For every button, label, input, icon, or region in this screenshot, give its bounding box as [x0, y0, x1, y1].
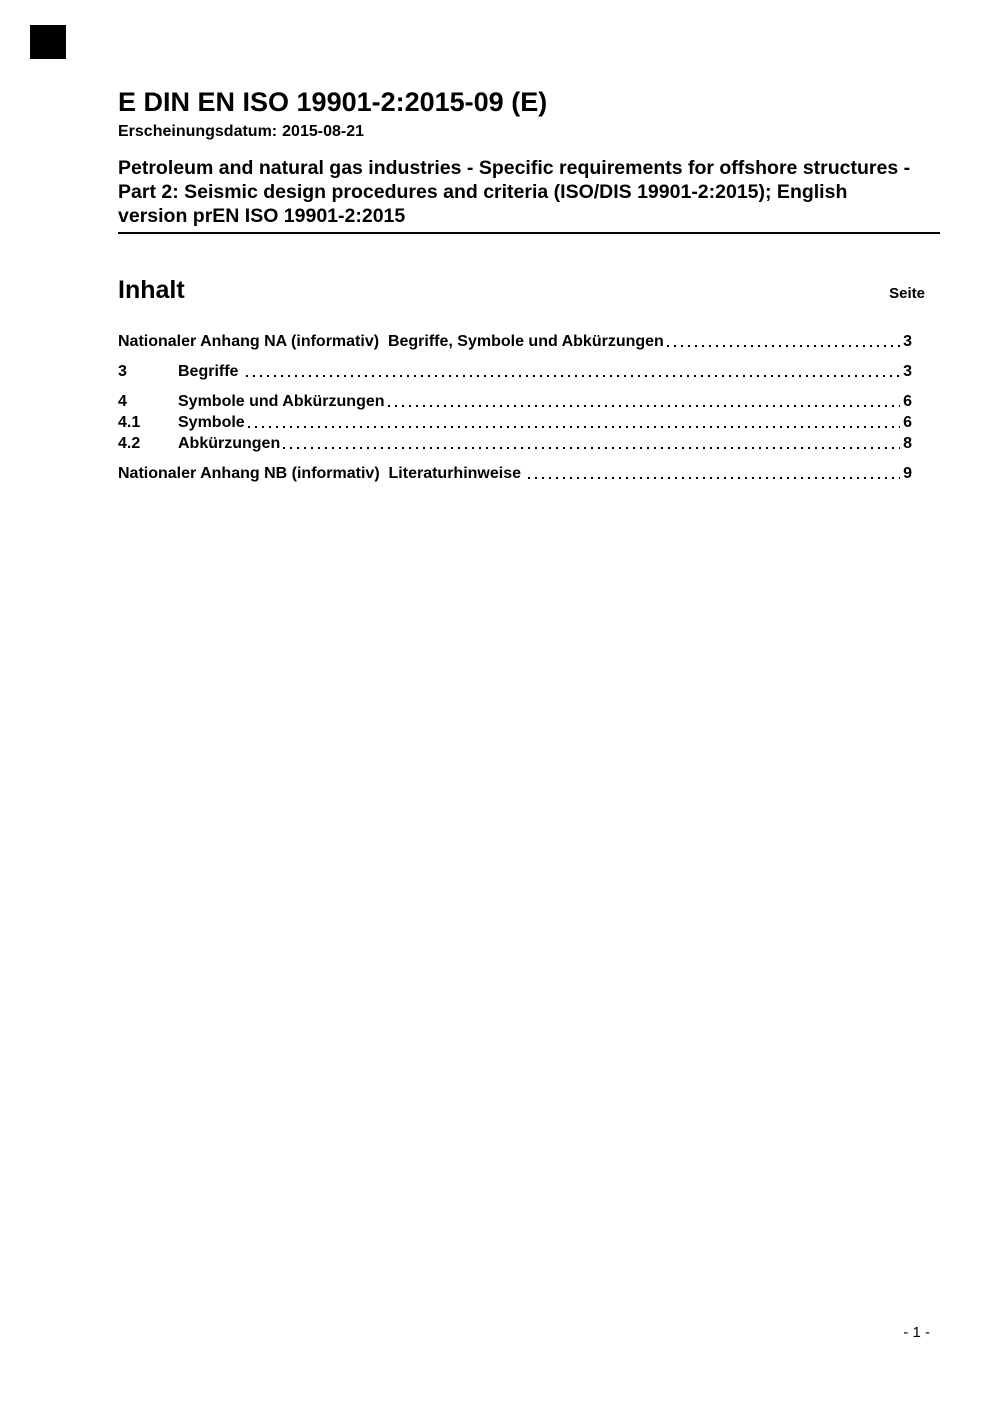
toc-entry[interactable] [118, 362, 940, 381]
dot-leader [283, 447, 900, 449]
toc-entry-number: 4.2 [118, 435, 141, 452]
publication-date-label: Erscheinungsdatum: [118, 123, 278, 140]
dot-leader [528, 477, 900, 479]
toc-entry-title: Nationaler Anhang NA (informativ) Begriffe, Symbole und Abkürzungen [118, 333, 664, 350]
dot-leader [388, 405, 901, 407]
document-title-line: version prEN ISO 19901-2:2015 [118, 205, 406, 227]
page-content [118, 88, 940, 483]
toc-entry-page: 3 [903, 363, 912, 380]
toc-entry[interactable] [118, 332, 940, 351]
document-title-line: Petroleum and natural gas industries - Specific requirements for offshore structures - [118, 157, 911, 179]
dot-leader [667, 345, 900, 347]
toc-entry-title: Abkürzungen [178, 435, 281, 452]
toc-entry-title: Symbole [178, 414, 245, 431]
toc-entry-number: 4.1 [118, 414, 141, 431]
toc-header-row [118, 276, 940, 304]
toc-entry-title: Nationaler Anhang NB (informativ) Literaturhinweise [118, 465, 526, 482]
toc-entry[interactable] [118, 434, 940, 453]
toc-page-column-label: Seite [889, 285, 925, 302]
toc-entry-page: 6 [903, 393, 912, 410]
table-of-contents [118, 332, 940, 483]
toc-entry-page: 6 [903, 414, 912, 431]
toc-entry-page: 8 [903, 435, 912, 452]
document-title-line: Part 2: Seismic design procedures and criteria (ISO/DIS 19901-2:2015); English [118, 181, 848, 203]
toc-entry[interactable] [118, 413, 940, 432]
toc-entry-page: 3 [903, 333, 912, 350]
toc-entry-page: 9 [903, 465, 912, 482]
standard-code-title: E DIN EN ISO 19901-2:2015-09 (E) [118, 87, 548, 117]
publication-date-line [118, 122, 940, 141]
corner-registration-mark [30, 25, 66, 59]
toc-entry[interactable] [118, 392, 940, 411]
toc-entry-title: Begriffe [178, 363, 243, 380]
publication-date-value: 2015-08-21 [282, 123, 364, 140]
toc-entry-number: 3 [118, 363, 127, 380]
dot-leader [246, 375, 900, 377]
toc-entry-number: 4 [118, 393, 127, 410]
dot-leader [248, 426, 900, 428]
document-title [118, 156, 940, 234]
toc-entry-title: Symbole und Abkürzungen [178, 393, 385, 410]
page-number: - 1 - [903, 1324, 930, 1341]
toc-entry[interactable] [118, 464, 940, 483]
toc-heading: Inhalt [118, 276, 185, 304]
